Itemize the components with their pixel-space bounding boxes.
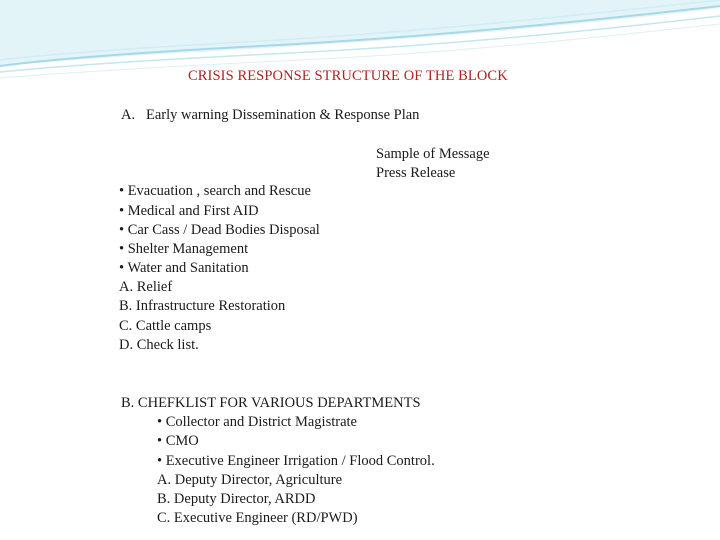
slide-title: CRISIS RESPONSE STRUCTURE OF THE BLOCK	[188, 68, 508, 84]
list-item: • Car Cass / Dead Bodies Disposal	[119, 222, 320, 238]
side-note-press-release: Press Release	[376, 165, 456, 181]
list-item: B. Deputy Director, ARDD	[157, 491, 316, 507]
list-item: • Shelter Management	[119, 241, 249, 257]
section-a-heading: A. Early warning Dissemination & Response Plan	[121, 107, 420, 123]
list-item: • Collector and District Magistrate	[157, 414, 357, 430]
side-note-sample-message: Sample of Message	[376, 146, 490, 162]
list-item: A. Deputy Director, Agriculture	[157, 472, 343, 488]
list-item: B. Infrastructure Restoration	[119, 298, 286, 314]
list-item: • Medical and First AID	[119, 203, 259, 219]
section-b-heading: B. CHEFKLIST FOR VARIOUS DEPARTMENTS	[121, 395, 421, 411]
list-item: • Water and Sanitation	[119, 260, 249, 276]
list-item: D. Check list.	[119, 337, 199, 353]
list-item: C. Executive Engineer (RD/PWD)	[157, 510, 358, 526]
list-item: C. Cattle camps	[119, 318, 212, 334]
list-item: A. Relief	[119, 279, 173, 295]
list-item: • Evacuation , search and Rescue	[119, 183, 311, 199]
list-item: • CMO	[157, 433, 199, 449]
list-item: • Executive Engineer Irrigation / Flood Control.	[157, 453, 435, 469]
